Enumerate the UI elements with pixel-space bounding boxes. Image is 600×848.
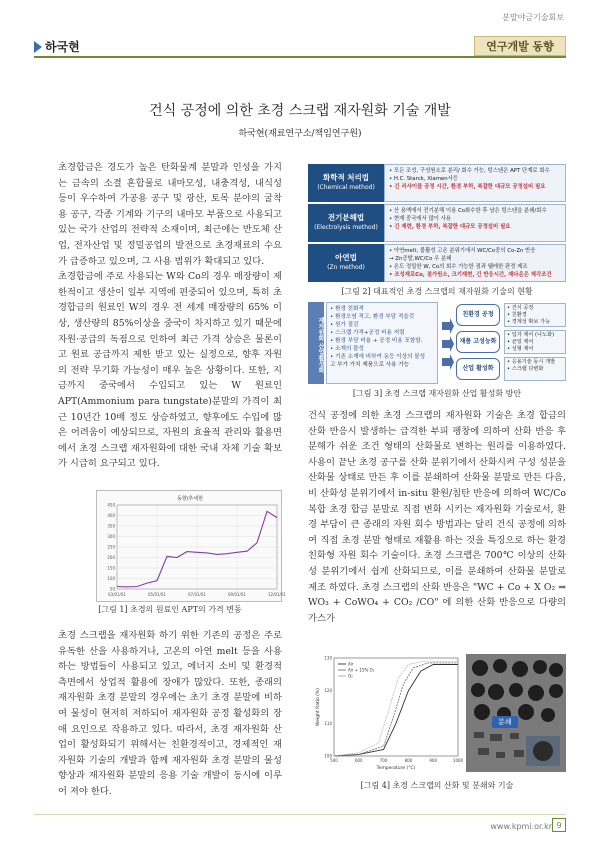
- fig3-criteria-box: [326, 302, 438, 384]
- fig2-method-desc: [384, 244, 566, 282]
- fig3-method-column: [504, 302, 566, 384]
- fig2-method-sub: (Electrolysis method): [314, 224, 378, 231]
- y-tick-label: 250: [107, 544, 115, 550]
- x-tick-label: 09/01/01: [228, 592, 246, 597]
- y-tick-label: 100: [107, 576, 115, 581]
- x-axis-label: Temperature (°C): [376, 766, 416, 771]
- fig3-goal-box: 친환경 공정: [456, 304, 500, 326]
- figure-1-caption: [그림 1] 초경의 원료인 APT의 가격 변동: [98, 605, 242, 614]
- fig3-criteria-line: • 원가 절감: [330, 322, 359, 328]
- arrow-right-icon: [442, 354, 454, 370]
- fig3-goal-box: 산업 활성화: [456, 358, 500, 380]
- fig3-criteria-line: 고 부가 가치 제품으로 사용 가능: [330, 362, 410, 368]
- fig2-method-desc: [384, 204, 566, 242]
- y-tick-label: 450: [107, 502, 115, 508]
- fig3-method-line: • 성형 제어: [507, 346, 534, 352]
- fig4-process-label: 분쇄: [492, 716, 518, 728]
- figure-3-diagram: [308, 302, 566, 384]
- oxidation-weight-chart: [314, 652, 462, 772]
- body-column-left-1: 초경합금은 경도가 높은 탄화물계 분말과 인성을 가지는 금속의 소결 혼합물로 내마모성, 내충격성, 내식성 등이 우수하여 가공용 공구 및 광산, 토목 분야의 굴착용 공구, 각종 기계와 기구의 내마모 부품으로 사용되고 있는 국가 산업의 전략적 소재이며, 최근에는 반도체 산업, 전자산업 및 정밀공업의 발전으로 초경재료의 수요가 급증하고 있으며, 그 사용 범위가 확대되고 있다. 초경합금에 주로 사용되는 W와 Co의 경우 매장량이 제한적이고 생산이 일부 지역에 편중되어 있으며, 특히 초경합금의 원료인 W의 경우 전 세계 매장량의 65% 이상, 생산량의 85%이상을 중국이 차지하고 있기 때문에 자원·공급의 독점으로 인하여 최근 가격 상승은 물론이고 원료 공급까지 제한 받고 있는 실정으로, 향후 자원의 전략 무기화 가능성이 매우 높은 상황이다. 또한, 지금까지 중국에서 수입되고 있는 W 원료인 APT(Ammonium para tungstate)분말의 가격이 최근 10년간 10배 정도 상승하였고, 향후에도 수입에 많은 어려움이 예상되므로, 자원의 효율적 관리와 활용면에서 초경 스크랩 재자원화에 대한 국내 자체 기술 확보가 시급히 요구되고 있다.: [58, 162, 282, 470]
- fig3-criteria-line: • 환경 친화적: [330, 306, 364, 312]
- footer-divider: [34, 814, 566, 815]
- fig2-desc-line: • 모든 조성, 구성원소로 분리/ 회수 가능, 텅스텐은 APT 단계로 회수: [389, 168, 550, 174]
- y-tick-label: 130: [324, 655, 332, 661]
- fig3-arrows: [440, 302, 454, 384]
- fig2-method-desc: [384, 164, 566, 202]
- body-column-right-1: 건식 공정에 의한 초경 스크랩의 재자원화 기술은 초경 합금의 산화 반응시 발생하는 급격한 부피 팽창에 의하여 산화 반응 후 분해가 쉬운 조건 형태의 산화물로 변하는 원리를 이용하였다. 사용이 끝난 초경 공구를 산화 분위기에서 산화시켜 구성 성분을 산화물 상태로 만든 후 이를 분쇄하여 산화물 분말로 만든 다음, 비 산화성 분위기에서 in-situ 환원/침탄 반응에 의하여 WC/Co 복합 초경 합금 분말로 직접 변화 시키는 재자원화 기술로서, 환경 부담이 큰 종래의 자원 회수 방법과는 달리 건식 공정에 의하여 직접 초경 분말 형태로 재활용 하는 것을 특징으로 하는 환경 친화형 자원 회수 기술이다. 초경 스크랩은 700℃ 이상의 산화성 분위기에서 쉽게 산화되므로, 이를 분쇄하여 산화물 분말로 제조 하였다. 초경 스크랩의 산화 반응은 "WC + Co + X O₂ ⇒ WO₃ + CoWO₄ + CO₂ /CO" 에 의한 산화 반응으로 다량의 가스가: [308, 410, 566, 624]
- fig3-side-label: 재자원화 산업활성화: [308, 302, 324, 384]
- arrow-right-icon: [442, 336, 454, 352]
- scrap-photo-illustration: [466, 654, 566, 772]
- x-tick-label: 1000: [452, 758, 464, 763]
- chart-title: 동향/추세현: [177, 496, 203, 502]
- legend-label: Air: [348, 661, 354, 667]
- x-tick-label: 500: [330, 758, 338, 763]
- fig3-method-box: [504, 330, 566, 354]
- fig2-method-label: [308, 164, 384, 202]
- triangle-marker-icon: [34, 41, 42, 53]
- y-tick-label: 50: [109, 586, 115, 592]
- y-tick-label: 120: [324, 688, 332, 694]
- x-tick-label: 07/01/01: [188, 592, 206, 597]
- y-tick-label: 400: [107, 513, 115, 518]
- fig2-desc-line: • 현재 중국에서 많이 사용: [389, 216, 452, 222]
- fig3-goal-column: [456, 302, 500, 384]
- figure-4-caption: [그림 4] 초경 스크랩의 산화 및 분쇄와 기술: [360, 781, 514, 790]
- fig2-desc-drawback: • 긴 재련, 환경 부하, 복잡한 대규모 공정설비 필요: [389, 224, 511, 230]
- section-divider: [34, 56, 566, 58]
- fig3-method-line: • 균일 제어: [507, 339, 534, 345]
- fig2-method-label: [308, 204, 384, 242]
- author-tag-label: 하국현: [45, 40, 80, 54]
- apt-price-chart: [97, 491, 286, 603]
- fig2-desc-line: → Zn증발,WC/Co 우 분쇄: [389, 256, 452, 262]
- x-tick-label: 05/01/01: [148, 592, 166, 597]
- page-number: 9: [552, 818, 566, 832]
- article-byline: 하국현(재료연구소/책임연구원): [238, 129, 362, 139]
- x-tick-label: 800: [404, 758, 413, 763]
- fig3-method-line: • 스크랩 다변화: [507, 366, 544, 372]
- article-title: 건식 공정에 의한 초경 스크랩 재자원화 기술 개발: [149, 103, 451, 119]
- legend-label: Air + 15% O₂: [348, 667, 375, 673]
- fig2-desc-line: • H.C. Starck, Xiamen사등: [389, 176, 459, 182]
- figure-2-diagram: [308, 164, 566, 282]
- footer-url: www.kpmi.or.kr: [490, 822, 552, 831]
- body-column-left-2: 초경 스크랩을 재자원화 하기 위한 기존의 공정은 주로 유독한 산을 사용하거나, 고온의 아연 melt 등을 사용하는 방법들이 사용되고 있고, 에너지 소비 및 환경적 측면에서 상업적 활용에 장애가 많았다. 또한, 종래의 재자원화 초경 분말의 경우에는 초기 초경 분말에 비하여 물성이 현저히 저하되어 재자원화 공정 활성화의 장애 요인으로 작용하고 있다. 따라서, 초경 재자원화 산업이 활성화되기 위해서는 친환경적이고, 경제적인 재자원화 기술의 개발과 함께 재자원화 초경 분말의 물성 향상과 재자원화 분말의 응용 기술 개발이 동시에 이루어 져야 한다.: [58, 630, 282, 797]
- fig3-criteria-line: • 환경오염 적고, 환경 부담 적을것: [330, 314, 415, 320]
- fig3-criteria-line: • 환경 부담 비율 + 공정 비용 포함함.: [330, 338, 423, 344]
- figure-4-photo: [466, 654, 566, 772]
- y-axis-label: Weight Ratio (%): [316, 688, 321, 726]
- y-tick-label: 200: [107, 555, 115, 560]
- fig2-method-label: [308, 244, 384, 282]
- fig3-method-line: • 친환경: [507, 312, 527, 318]
- fig2-desc-line: • 온도 정밀한 W, Co의 회수 가능한 점과 웰레한 판정 제조: [389, 264, 528, 270]
- fig3-goal-box: 재품 고성능화: [456, 331, 500, 353]
- fig3-method-line: • 입자 제어 (나노화): [507, 332, 555, 338]
- figure-2-caption: [그림 2] 대표적인 초경 스크랩의 재자원화 기술의 현황: [341, 287, 533, 296]
- section-tab: 연구개발 동향: [474, 36, 566, 56]
- fig3-method-box: [504, 357, 566, 381]
- legend-label: O₂: [348, 673, 353, 679]
- arrow-right-icon: [442, 318, 454, 334]
- y-tick-label: 300: [107, 534, 115, 539]
- fig3-method-box: [504, 303, 566, 327]
- journal-name: 분말야금기술회보: [502, 13, 564, 22]
- fig2-method-name: 전기분해법: [327, 213, 365, 222]
- fig3-method-line: • 경제성 확보 가능: [507, 319, 551, 325]
- x-tick-label: 03/01/01: [108, 592, 126, 597]
- fig2-desc-line: • 산 용액에서 전기분해 이용 Co화수한 후 남은 텅스텐을 분쇄/회수: [389, 208, 547, 214]
- x-tick-label: 700: [379, 758, 388, 763]
- fig3-criteria-line: • 기존 소재에 비하여 동등 이상의 물성: [330, 354, 426, 360]
- y-tick-label: 100: [324, 753, 332, 759]
- y-tick-label: 350: [107, 523, 115, 529]
- fig2-desc-drawback: • 긴 리사이클 공정 시간, 환경 부하, 복잡한 대규모 공정설비 필요: [389, 184, 546, 190]
- x-tick-label: 12/01/01: [268, 592, 286, 597]
- x-tick-label: 600: [354, 758, 363, 763]
- y-tick-label: 110: [324, 720, 332, 726]
- y-tick-label: 150: [107, 565, 115, 571]
- figure-4-chart: [314, 652, 462, 772]
- fig3-method-line: • 응용기술 동시 개발: [507, 359, 556, 365]
- fig2-desc-line: • 아연melt, 불활성 고온 분위기에서 WC/Co중의 Co-Zn 반응: [389, 248, 536, 254]
- fig2-method-sub: (Chemical method): [317, 184, 375, 191]
- fig2-method-sub: (Zn method): [327, 264, 365, 271]
- figure-3-caption: [그림 3] 초경 스크랩 재자원화 산업 활성화 방안: [352, 389, 522, 398]
- fig2-desc-drawback: • 조성재로Co, 점가원소, 크기재현, 긴 반응시간, 재다운은 제각조건: [389, 272, 552, 278]
- fig3-criteria-line: • 소재의 물성: [330, 346, 364, 352]
- fig3-criteria-line: • 스크랩 가격+공정 비용 저렴: [330, 330, 405, 336]
- fig3-method-line: • 건식 공정: [507, 305, 534, 311]
- fig2-method-name: 아연법: [335, 253, 357, 262]
- figure-1-chart: [96, 490, 286, 602]
- author-tag: [34, 38, 80, 55]
- x-tick-label: 900: [429, 758, 438, 763]
- fig2-method-name: 화학적 처리법: [322, 173, 370, 182]
